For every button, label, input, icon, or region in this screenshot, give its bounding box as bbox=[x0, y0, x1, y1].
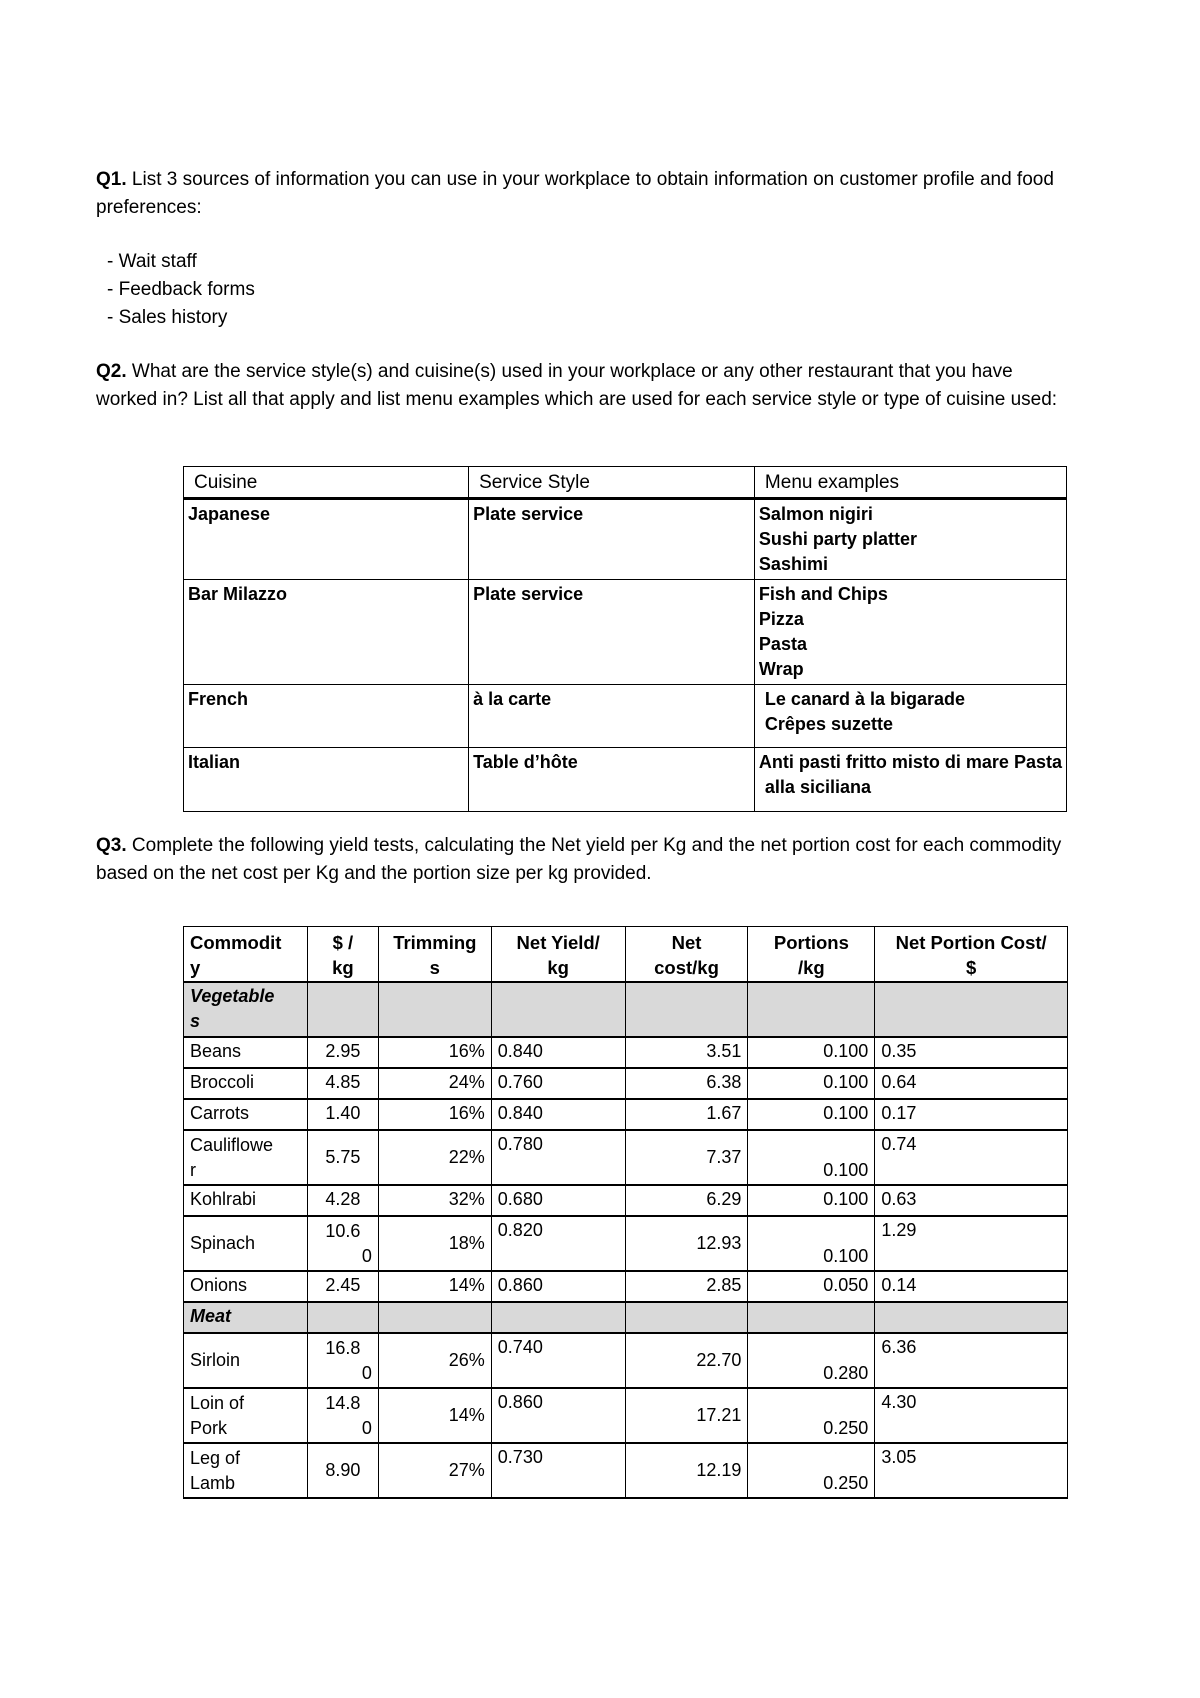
header-cell: Cuisine bbox=[184, 467, 469, 499]
table-row bbox=[184, 1099, 1068, 1130]
header-cell bbox=[625, 927, 748, 983]
header-line: /kg bbox=[798, 957, 825, 978]
net-yield-cell: 0.780 bbox=[491, 1130, 625, 1185]
trimmings-cell: 24% bbox=[378, 1068, 491, 1099]
net-yield-cell: 0.840 bbox=[491, 1037, 625, 1068]
price-cell bbox=[307, 1443, 378, 1498]
net-cost-cell: 6.38 bbox=[625, 1068, 748, 1099]
header-line: Net Yield/ bbox=[516, 932, 600, 953]
header-line: Net Portion Cost/ bbox=[895, 932, 1047, 953]
commodity-cell bbox=[184, 1185, 308, 1216]
commodity-cell bbox=[184, 1388, 308, 1443]
menu-item: Fish and Chips bbox=[758, 584, 888, 604]
header-line: Portions bbox=[773, 932, 849, 953]
menu-item: Sashimi bbox=[758, 554, 828, 574]
net-yield-cell: 0.820 bbox=[491, 1216, 625, 1271]
category-label bbox=[184, 982, 308, 1037]
commodity-line: Broccoli bbox=[190, 1072, 255, 1092]
commodity-cell bbox=[184, 1099, 308, 1130]
price-line: 0 bbox=[361, 1245, 372, 1266]
menu-item: Le canard à la bigarade bbox=[764, 689, 966, 709]
category-row-meat bbox=[184, 1302, 1068, 1333]
net-cost-cell: 17.21 bbox=[625, 1388, 748, 1443]
net-portion-cost-cell: 0.64 bbox=[875, 1068, 1068, 1099]
net-yield-cell: 0.860 bbox=[491, 1271, 625, 1302]
net-portion-cost-cell: 3.05 bbox=[875, 1443, 1068, 1498]
price-cell bbox=[307, 1185, 378, 1216]
menu-item: Sushi party platter bbox=[758, 529, 917, 549]
commodity-line: r bbox=[190, 1159, 196, 1180]
q3-question bbox=[96, 832, 1076, 888]
commodity-line: Carrots bbox=[190, 1103, 250, 1123]
net-cost-cell: 2.85 bbox=[625, 1271, 748, 1302]
table-row bbox=[184, 1443, 1068, 1498]
price-cell bbox=[307, 1271, 378, 1302]
cuisine-cell: Bar Milazzo bbox=[184, 580, 469, 685]
table-row bbox=[184, 580, 1067, 685]
q1-answers bbox=[107, 248, 255, 332]
price-cell bbox=[307, 1130, 378, 1185]
commodity-cell bbox=[184, 1037, 308, 1068]
header-line: s bbox=[429, 957, 440, 978]
commodity-line: Leg of bbox=[190, 1447, 241, 1468]
net-cost-cell: 22.70 bbox=[625, 1333, 748, 1388]
price-line: 8.90 bbox=[325, 1460, 361, 1480]
net-portion-cost-cell: 0.17 bbox=[875, 1099, 1068, 1130]
header-line: y bbox=[190, 957, 201, 978]
category-line: Vegetable bbox=[190, 986, 275, 1006]
table-row bbox=[184, 1130, 1068, 1185]
net-yield-cell: 0.840 bbox=[491, 1099, 625, 1130]
price-line: 4.28 bbox=[325, 1189, 361, 1209]
table-row bbox=[184, 685, 1067, 748]
menu-item: Crêpes suzette bbox=[764, 714, 893, 734]
q2-label: Q2. bbox=[96, 361, 127, 382]
q1-answer: - Wait staff bbox=[107, 251, 197, 272]
price-line: 1.40 bbox=[325, 1103, 361, 1123]
menu-item: Pasta bbox=[758, 634, 807, 654]
header-cell bbox=[378, 927, 491, 983]
commodity-line: Cauliflowe bbox=[190, 1134, 274, 1155]
table-row bbox=[184, 1333, 1068, 1388]
net-yield-cell: 0.760 bbox=[491, 1068, 625, 1099]
header-line: kg bbox=[332, 957, 354, 978]
net-cost-cell: 6.29 bbox=[625, 1185, 748, 1216]
portions-cell: 0.100 bbox=[748, 1099, 875, 1130]
price-line: 16.8 bbox=[325, 1337, 361, 1358]
q1-answer: - Feedback forms bbox=[107, 279, 255, 300]
header-cell: Service Style bbox=[469, 467, 755, 499]
trimmings-cell: 27% bbox=[378, 1443, 491, 1498]
commodity-line: Beans bbox=[190, 1041, 242, 1061]
commodity-line: Pork bbox=[190, 1417, 228, 1438]
net-portion-cost-cell: 4.30 bbox=[875, 1388, 1068, 1443]
price-cell bbox=[307, 1333, 378, 1388]
trimmings-cell: 14% bbox=[378, 1271, 491, 1302]
trimmings-cell: 22% bbox=[378, 1130, 491, 1185]
portions-cell: 0.100 bbox=[748, 1037, 875, 1068]
header-cell bbox=[184, 927, 308, 983]
commodity-cell bbox=[184, 1068, 308, 1099]
portions-cell: 0.100 bbox=[748, 1216, 875, 1271]
q2-text: What are the service style(s) and cuisine(s) used in your workplace or any other restaurant that you have worked in? List all that apply and list menu examples which are used for each service style or type of cuisine used: bbox=[96, 361, 1058, 410]
table-row bbox=[184, 1068, 1068, 1099]
menu-item: Wrap bbox=[758, 659, 804, 679]
price-line: 2.45 bbox=[325, 1275, 361, 1295]
q1-question bbox=[96, 166, 1076, 222]
q1-answer: - Sales history bbox=[107, 307, 228, 328]
header-cell bbox=[748, 927, 875, 983]
table-row bbox=[184, 1185, 1068, 1216]
price-line: 0 bbox=[361, 1362, 372, 1383]
table-row bbox=[184, 748, 1067, 812]
price-line: 10.6 bbox=[325, 1220, 361, 1241]
header-line: Net bbox=[671, 932, 702, 953]
price-cell bbox=[307, 1068, 378, 1099]
category-line: s bbox=[190, 1011, 201, 1031]
commodity-line: Kohlrabi bbox=[190, 1189, 257, 1209]
commodity-line: Lamb bbox=[190, 1472, 236, 1493]
table-header-row bbox=[184, 927, 1068, 983]
trimmings-cell: 18% bbox=[378, 1216, 491, 1271]
net-yield-cell: 0.740 bbox=[491, 1333, 625, 1388]
net-yield-cell: 0.680 bbox=[491, 1185, 625, 1216]
net-cost-cell: 12.93 bbox=[625, 1216, 748, 1271]
net-portion-cost-cell: 1.29 bbox=[875, 1216, 1068, 1271]
table-header-row bbox=[184, 467, 1067, 499]
net-yield-cell: 0.730 bbox=[491, 1443, 625, 1498]
q1-label: Q1. bbox=[96, 169, 127, 190]
net-yield-cell: 0.860 bbox=[491, 1388, 625, 1443]
commodity-line: Onions bbox=[190, 1275, 248, 1295]
header-line: $ / bbox=[332, 932, 354, 953]
trimmings-cell: 32% bbox=[378, 1185, 491, 1216]
net-portion-cost-cell: 0.35 bbox=[875, 1037, 1068, 1068]
q3-label: Q3. bbox=[96, 835, 127, 856]
commodity-line: Sirloin bbox=[190, 1350, 241, 1370]
price-cell bbox=[307, 1216, 378, 1271]
header-cell bbox=[307, 927, 378, 983]
price-line: 0 bbox=[361, 1417, 372, 1438]
header-line: Trimming bbox=[393, 932, 477, 953]
trimmings-cell: 14% bbox=[378, 1388, 491, 1443]
cuisine-table bbox=[183, 466, 1067, 812]
portions-cell: 0.100 bbox=[748, 1185, 875, 1216]
commodity-cell bbox=[184, 1216, 308, 1271]
table-row bbox=[184, 1271, 1068, 1302]
portions-cell: 0.100 bbox=[748, 1068, 875, 1099]
q2-question bbox=[96, 358, 1076, 414]
net-cost-cell: 3.51 bbox=[625, 1037, 748, 1068]
menu-item: Salmon nigiri bbox=[758, 504, 873, 524]
service-style-cell: Plate service bbox=[469, 580, 755, 685]
header-line: $ bbox=[966, 957, 977, 978]
table-row bbox=[184, 499, 1067, 580]
commodity-line: Spinach bbox=[190, 1233, 256, 1253]
net-portion-cost-cell: 0.74 bbox=[875, 1130, 1068, 1185]
menu-item: Anti pasti fritto misto di mare Pasta bbox=[758, 752, 1062, 772]
service-style-cell: Plate service bbox=[469, 499, 755, 580]
net-cost-cell: 7.37 bbox=[625, 1130, 748, 1185]
q1-text: List 3 sources of information you can use in your workplace to obtain information on customer profile and food preferences: bbox=[96, 169, 1054, 218]
menu-examples-cell bbox=[754, 580, 1066, 685]
cuisine-cell: Japanese bbox=[184, 499, 469, 580]
header-cell bbox=[491, 927, 625, 983]
menu-examples-cell bbox=[754, 685, 1066, 748]
header-cell bbox=[875, 927, 1068, 983]
trimmings-cell: 16% bbox=[378, 1037, 491, 1068]
category-row-vegetables bbox=[184, 982, 1068, 1037]
price-cell bbox=[307, 1037, 378, 1068]
price-line: 2.95 bbox=[325, 1041, 361, 1061]
header-line: Commodit bbox=[190, 932, 282, 953]
meat-rows bbox=[184, 1333, 1068, 1498]
portions-cell: 0.250 bbox=[748, 1388, 875, 1443]
portions-cell: 0.280 bbox=[748, 1333, 875, 1388]
net-cost-cell: 1.67 bbox=[625, 1099, 748, 1130]
net-portion-cost-cell: 6.36 bbox=[875, 1333, 1068, 1388]
table-row bbox=[184, 1216, 1068, 1271]
portions-cell: 0.050 bbox=[748, 1271, 875, 1302]
menu-examples-cell bbox=[754, 499, 1066, 580]
menu-item: alla siciliana bbox=[764, 777, 871, 797]
price-cell bbox=[307, 1388, 378, 1443]
commodity-cell bbox=[184, 1333, 308, 1388]
header-cell: Menu examples bbox=[754, 467, 1066, 499]
portions-cell: 0.100 bbox=[748, 1130, 875, 1185]
table-row bbox=[184, 1037, 1068, 1068]
cuisine-cell: Italian bbox=[184, 748, 469, 812]
net-portion-cost-cell: 0.14 bbox=[875, 1271, 1068, 1302]
category-label: Meat bbox=[184, 1302, 308, 1333]
cuisine-cell: French bbox=[184, 685, 469, 748]
commodity-line: Loin of bbox=[190, 1392, 245, 1413]
q3-text: Complete the following yield tests, calculating the Net yield per Kg and the net portion cost for each commodity based on the net cost per Kg and the portion size per kg provided. bbox=[96, 835, 1062, 884]
price-line: 14.8 bbox=[325, 1392, 361, 1413]
service-style-cell: Table d’hôte bbox=[469, 748, 755, 812]
net-portion-cost-cell: 0.63 bbox=[875, 1185, 1068, 1216]
commodity-cell bbox=[184, 1271, 308, 1302]
price-cell bbox=[307, 1099, 378, 1130]
trimmings-cell: 16% bbox=[378, 1099, 491, 1130]
price-line: 5.75 bbox=[325, 1147, 361, 1167]
menu-item: Pizza bbox=[758, 609, 804, 629]
header-line: cost/kg bbox=[654, 957, 719, 978]
menu-examples-cell bbox=[754, 748, 1066, 812]
trimmings-cell: 26% bbox=[378, 1333, 491, 1388]
commodity-cell bbox=[184, 1443, 308, 1498]
vegetables-rows bbox=[184, 1037, 1068, 1302]
commodity-cell bbox=[184, 1130, 308, 1185]
header-line: kg bbox=[547, 957, 569, 978]
net-cost-cell: 12.19 bbox=[625, 1443, 748, 1498]
portions-cell: 0.250 bbox=[748, 1443, 875, 1498]
service-style-cell: à la carte bbox=[469, 685, 755, 748]
price-line: 4.85 bbox=[325, 1072, 361, 1092]
yield-table bbox=[183, 926, 1068, 1499]
table-row bbox=[184, 1388, 1068, 1443]
